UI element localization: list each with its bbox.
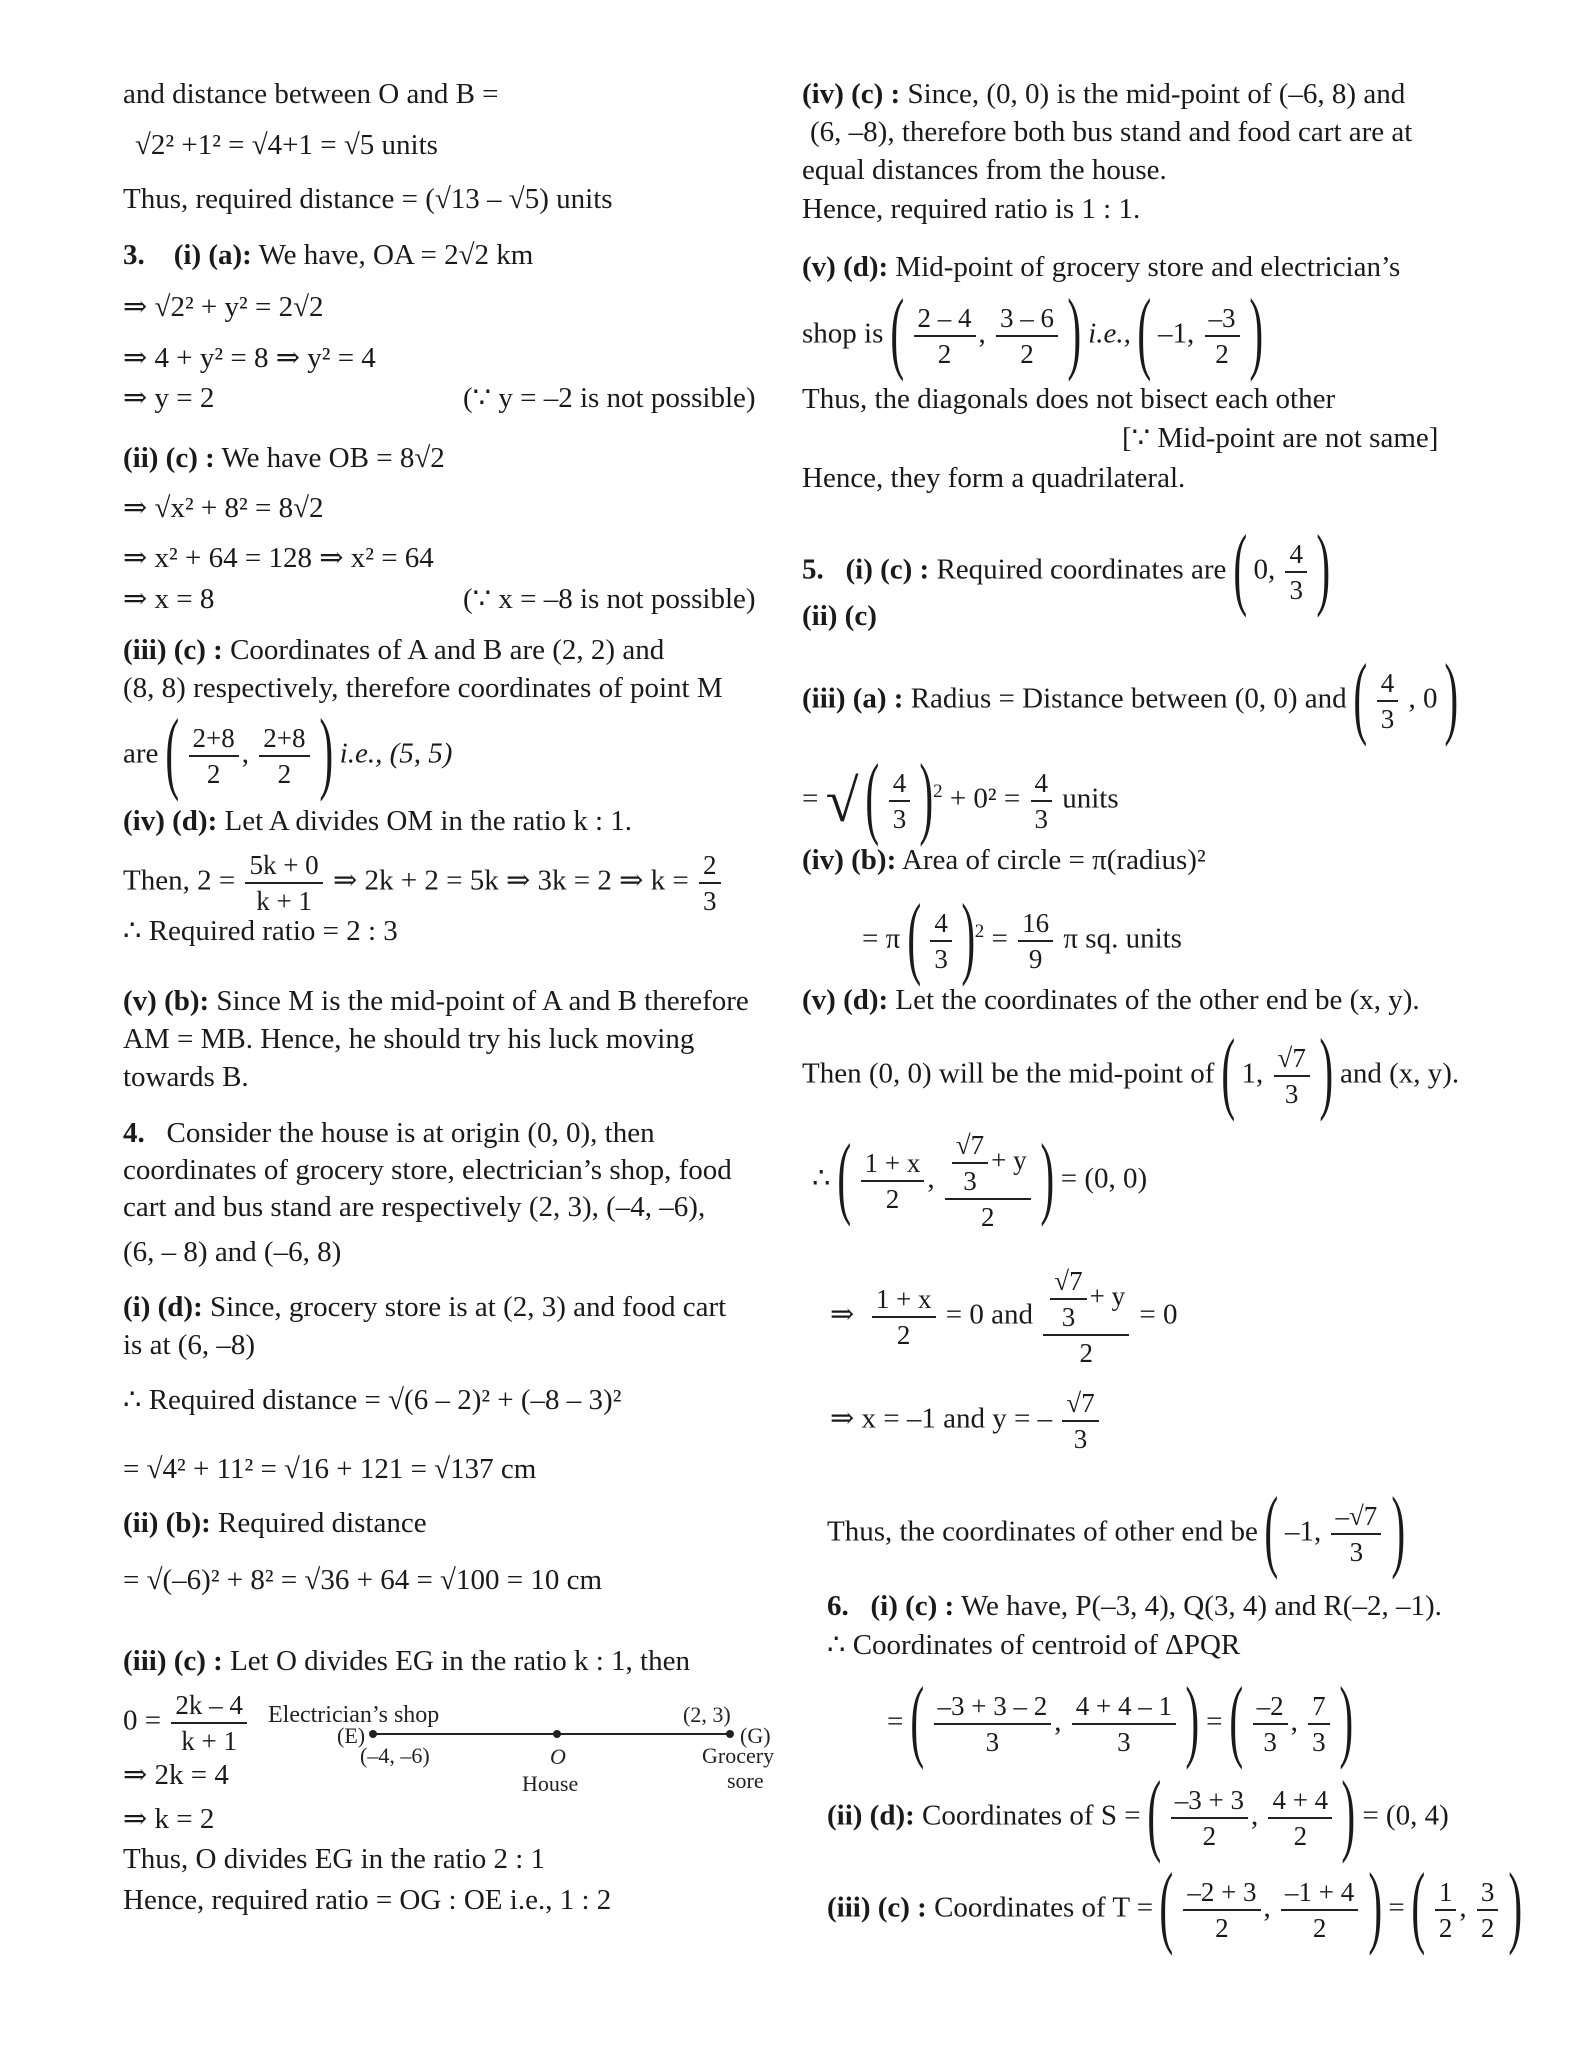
equation: ⇒ x² + 64 = 128 ⇒ x² = 64 — [123, 542, 434, 574]
text: ∴ — [812, 1162, 831, 1195]
text: ⇒ 2k + 2 = 5k ⇒ 3k = 2 ⇒ k = — [332, 864, 689, 897]
answer-tag: (v) (d): — [802, 251, 889, 283]
answer-tag: (i) (c) : — [845, 553, 930, 586]
left-paren: ( — [865, 745, 880, 847]
text-line: (6, – 8) and (–6, 8) — [123, 1236, 342, 1268]
equation — [802, 1020, 1460, 1122]
fraction: $\frac{√7}{3}$ — [1274, 1041, 1310, 1111]
equation: ∴ ( $\frac{1 + x}{2}$ , $\frac{√7}{3}$ + y 2 ) = (0, 0) — [812, 1125, 1148, 1232]
fraction: $\frac{-3}{2}$ — [1205, 301, 1240, 371]
answer-text: Since M is the mid-point of A and B therefore — [216, 985, 749, 1017]
left-paren: ( — [1264, 1478, 1279, 1580]
right-paren: ) — [1339, 1668, 1354, 1770]
text-line: [∵ Mid-point are not same] — [1122, 422, 1439, 454]
point-o — [553, 1730, 561, 1738]
text: 0, — [1253, 553, 1276, 586]
left-paren: ( — [1233, 516, 1247, 618]
fraction: $\frac{-3 + 3 - 2}{3}$ — [934, 1689, 1052, 1759]
text: ⇒ x = –1 and y = – — [830, 1402, 1053, 1435]
left-paren: ( — [1411, 1854, 1426, 1956]
right-paren: ) — [1367, 1854, 1382, 1956]
text: Then (0, 0) will be the mid-point of — [802, 1057, 1215, 1090]
text-line: (6, –8), therefore both bus stand and food cart are at — [810, 116, 1413, 148]
answer-text: Required distance — [218, 1507, 427, 1539]
right-column — [800, 0, 1583, 2048]
text-line: AM = MB. Hence, he should try his luck moving — [123, 1023, 695, 1055]
answer-text: Mid-point of grocery store and electrician’s — [895, 251, 1401, 283]
equation: ⇒ 4 + y² = 8 ⇒ y² = 4 — [123, 342, 376, 374]
fraction: $\frac{√7}{3}$ — [1062, 1386, 1098, 1456]
fraction: $\frac{4}{3}$ — [889, 766, 911, 836]
fraction: $\frac{2}{3}$ — [699, 848, 721, 918]
answer-text: We have, OA = 2√2 km — [258, 239, 534, 271]
fraction: $\frac{3}{2}$ — [1477, 1875, 1499, 1945]
right-paren: ) — [1508, 1854, 1522, 1956]
answer-tag: (iii) (c) : — [827, 1891, 927, 1924]
text-line: Hence, required ratio is 1 : 1. — [802, 193, 1141, 225]
question-number: 6. — [827, 1590, 849, 1622]
radical-sign: √ — [825, 768, 859, 834]
fraction: $\frac{√7}{3}$ — [1050, 1264, 1086, 1334]
equation — [862, 885, 1182, 987]
equation: ⇒ x = 8 — [123, 583, 215, 615]
text-line: ∴ Coordinates of centroid of ΔPQR — [827, 1629, 1241, 1661]
text-line: Thus, O divides EG in the ratio 2 : 1 — [123, 1843, 546, 1875]
e-label: Electrician’s shop — [268, 1702, 440, 1728]
text: , 0 — [1408, 682, 1438, 715]
left-paren: ( — [906, 885, 921, 987]
text: = (0, 0) — [1060, 1162, 1148, 1195]
answer-tag: (i) (d): — [123, 1291, 203, 1323]
answer-text: Let A divides OM in the ratio k : 1. — [224, 805, 633, 837]
text: ⇒ — [830, 1298, 855, 1331]
left-paren: ( — [1159, 1854, 1174, 1956]
fraction: $\frac{4}{3}$ — [1285, 537, 1307, 607]
text: i.e., (5, 5) — [339, 737, 453, 770]
fraction: $\frac{1 + x}{2}$ — [861, 1146, 925, 1216]
fraction: $\frac{1 + x}{2}$ — [872, 1282, 936, 1352]
left-paren: ( — [165, 700, 179, 802]
answer-text: Area of circle = π(radius)² — [901, 844, 1206, 876]
text: are — [123, 737, 159, 770]
left-paren: ( — [1137, 280, 1152, 382]
equation — [830, 1386, 1102, 1456]
text: units — [1062, 782, 1119, 815]
equation — [830, 1264, 1177, 1370]
answer-text: We have, P(–3, 4), Q(3, 4) and R(–2, –1). — [960, 1590, 1442, 1622]
text-line: Thus, required distance = (√13 – √5) units — [123, 183, 613, 215]
right-paren: ) — [319, 700, 333, 802]
right-paren: ) — [1040, 1125, 1055, 1227]
text: = — [1206, 1705, 1223, 1738]
question-6-part-iii: (iii) (c) : Coordinates of T = ( $\frac{-2 + 3}{2}$ , $\frac{-1 + 4}{2}$ ) = ( $\frac{1}{2}$ , $\frac{3}{2}$ ) — [827, 1854, 1522, 1956]
text: + 0² — [949, 782, 997, 815]
text: = — [887, 1705, 904, 1738]
answer-tag: (ii) (b): — [123, 1507, 211, 1539]
text: Then, 2 = — [123, 864, 236, 897]
left-paren: ( — [1221, 1020, 1235, 1122]
equation: ⇒ y = 2 — [123, 382, 215, 414]
answer-text: Coordinates of T = — [934, 1891, 1154, 1924]
answer-text: Coordinates of S = — [922, 1799, 1141, 1832]
left-paren: ( — [1353, 645, 1368, 747]
answer-tag: (iii) (c) : — [123, 634, 223, 666]
answer-tag: (iii) (a) : — [802, 682, 904, 715]
text: –1, — [1284, 1515, 1322, 1548]
answer-tag: (iv) (d): — [123, 805, 218, 837]
equation — [827, 1478, 1405, 1580]
answer-tag: (ii) (c) — [802, 600, 877, 632]
equation — [802, 745, 1119, 847]
o-tag: O — [550, 1744, 566, 1769]
answer-text: We have OB = 8√2 — [221, 442, 445, 474]
question-5-part-ii — [802, 598, 877, 634]
right-paren: ) — [961, 885, 976, 987]
g-label-2: sore — [727, 1768, 764, 1793]
right-paren: ) — [1390, 1478, 1405, 1580]
text: 1, — [1241, 1057, 1264, 1090]
text: π sq. units — [1063, 922, 1182, 955]
fraction: $\frac{√7}{3}$ — [952, 1128, 988, 1198]
equation: ⇒ √2² + y² = 2√2 — [123, 291, 324, 323]
text-line: (8, 8) respectively, therefore coordinates of point M — [123, 672, 723, 704]
e-coord: (–4, –6) — [360, 1743, 430, 1768]
fraction: $\frac{2+8}{2}$ — [189, 721, 239, 791]
fraction: $\frac{7}{3}$ — [1308, 1689, 1330, 1759]
right-paren: ) — [919, 745, 934, 847]
text-line: is at (6, –8) — [123, 1329, 256, 1361]
fraction: $\frac{-2}{3}$ — [1253, 1689, 1288, 1759]
text: = — [991, 922, 1008, 955]
question-text: Consider the house is at origin (0, 0), then — [166, 1117, 655, 1149]
text-line: towards B. — [123, 1061, 249, 1093]
question-5-part-v — [802, 982, 1420, 1018]
text-line: equal distances from the house. — [802, 154, 1167, 186]
equation: √2² +1² = √4+1 = √5 units — [135, 129, 438, 161]
fraction: $\frac{2+8}{2}$ — [259, 721, 309, 791]
equation: = ( $\frac{-3 + 3 - 2}{3}$ , $\frac{4 + 4 - 1}{3}$ ) = ( $\frac{-2}{3}$ , $\frac{7}{3}$ ) — [887, 1668, 1354, 1770]
fraction: $\frac{4}{3}$ — [1377, 666, 1399, 736]
g-coord: (2, 3) — [683, 1702, 731, 1727]
text: = — [1003, 782, 1021, 815]
text: = — [802, 782, 819, 815]
o-label: House — [522, 1771, 579, 1796]
question-6-part-ii: (ii) (d): Coordinates of S = ( $\frac{-3 + 3}{2}$ , $\frac{4 + 4}{2}$ ) = (0, 4) — [827, 1762, 1449, 1864]
answer-tag: (v) (b): — [123, 985, 210, 1017]
text: shop is — [802, 317, 884, 350]
text-line: Hence, required ratio = OG : OE i.e., 1 : 2 — [123, 1884, 612, 1916]
text-line: Hence, they form a quadrilateral. — [802, 462, 1186, 494]
right-paren: ) — [1316, 516, 1331, 618]
question-6-part-i — [827, 1588, 1442, 1624]
fraction: $\frac{16}{9}$ — [1018, 906, 1053, 976]
answer-tag: (ii) (d): — [827, 1799, 915, 1832]
question-number: 4. — [123, 1117, 145, 1149]
question-number: 5. — [802, 553, 824, 586]
text: = — [1388, 1891, 1405, 1924]
fraction: $\frac{-2 + 3}{2}$ — [1183, 1875, 1260, 1945]
answer-tag: (iv) (b): — [802, 844, 897, 876]
equation: are ( $\frac{2+8}{2}$ , $\frac{2+8}{2}$ ) i.e., (5, 5) — [123, 700, 453, 802]
equation: shop is ( $\frac{2 - 4}{2}$ , $\frac{3 - 6}{2}$ ) i.e., ( –1, $\frac{-3}{2}$ ) — [802, 280, 1263, 382]
fraction: $\frac{3 - 6}{2}$ — [996, 301, 1058, 371]
text: i.e., — [1088, 317, 1131, 350]
text: = 0 — [1139, 1298, 1178, 1331]
fraction: $\frac{√7}{3}$ + y 2 — [945, 1128, 1031, 1234]
equation-note: (∵ y = –2 is not possible) — [463, 382, 756, 414]
text: and (x, y). — [1339, 1057, 1460, 1090]
right-paren: ) — [1249, 280, 1263, 382]
left-paren: ( — [1229, 1668, 1243, 1770]
fraction: $\frac{4}{3}$ — [930, 906, 952, 976]
equation: ⇒ 2k = 4 — [123, 1759, 229, 1791]
equation: ∴ Required ratio = 2 : 3 — [123, 915, 398, 947]
e-tag: (E) — [337, 1723, 366, 1748]
right-paren: ) — [1444, 645, 1458, 747]
question-number: 3. — [123, 239, 145, 271]
left-paren: ( — [890, 280, 904, 382]
point-g — [726, 1730, 734, 1738]
question-5-part-iv — [802, 842, 1206, 878]
answer-tag: (v) (d): — [802, 984, 889, 1016]
answer-tag: (iv) (c) : — [802, 78, 901, 110]
fraction: $\frac{4}{3}$ — [1031, 766, 1053, 836]
text-line: Thus, the diagonals does not bisect each other — [802, 383, 1336, 415]
text: = π — [862, 922, 901, 955]
text-line: coordinates of grocery store, electrician’s shop, food — [123, 1154, 732, 1186]
answer-text: Since, (0, 0) is the mid-point of (–6, 8) and — [907, 78, 1406, 110]
fraction: $\frac{-1 + 4}{2}$ — [1281, 1875, 1358, 1945]
text: = (0, 4) — [1362, 1799, 1449, 1832]
text: Thus, the coordinates of other end be — [827, 1515, 1258, 1548]
fraction: $\frac{5k + 0}{k + 1}$ — [245, 848, 322, 918]
fraction: $\frac{-3 + 3}{2}$ — [1171, 1783, 1248, 1853]
g-tag: (G) — [740, 1723, 771, 1748]
right-paren: ) — [1319, 1020, 1334, 1122]
exponent: 2 — [933, 781, 943, 802]
right-paren: ) — [1067, 280, 1082, 382]
answer-text: Let the coordinates of the other end be (x, y). — [895, 984, 1420, 1016]
equation: ⇒ √x² + 8² = 8√2 — [123, 492, 324, 524]
fraction: $\frac{1}{2}$ — [1435, 1875, 1457, 1945]
answer-tag: (ii) (c) : — [123, 442, 215, 474]
answer-text: Radius = Distance between (0, 0) and — [910, 682, 1347, 715]
fraction: $\frac{4 + 4 - 1}{3}$ — [1072, 1689, 1176, 1759]
text: –1, — [1158, 317, 1195, 350]
text: 0 = — [123, 1704, 162, 1737]
answer-text: Required coordinates are — [936, 553, 1227, 586]
text-line: and distance between O and B = — [123, 78, 499, 110]
question-4-part-iv — [802, 76, 1405, 112]
fraction: $\frac{√7}{3}$ + y 2 — [1043, 1264, 1129, 1370]
answer-tag: (i) (c) : — [870, 1590, 955, 1622]
right-paren: ) — [1185, 1668, 1200, 1770]
equation-note: (∵ x = –8 is not possible) — [463, 583, 756, 615]
answer-tag: (iii) (c) : — [123, 1645, 223, 1677]
answer-text: Coordinates of A and B are (2, 2) and — [230, 634, 665, 666]
fraction: $\frac{2 - 4}{2}$ — [914, 301, 976, 371]
exponent: 2 — [974, 921, 985, 942]
fraction: $\frac{4 + 4}{2}$ — [1268, 1783, 1332, 1853]
equation: = √4² + 11² = √16 + 121 = √137 cm — [123, 1453, 537, 1485]
equation: ∴ Required distance = √(6 – 2)² + (–8 – 3)² — [123, 1384, 622, 1416]
answer-text: Let O divides EG in the ratio k : 1, then — [230, 1645, 690, 1677]
fraction: $\frac{-√7}{3}$ — [1331, 1499, 1381, 1569]
text: = 0 and — [945, 1298, 1034, 1331]
left-paren: ( — [837, 1125, 851, 1227]
equation: ⇒ k = 2 — [123, 1803, 215, 1835]
question-5-part-iii — [802, 645, 1458, 747]
answer-tag: (i) (a): — [173, 239, 252, 271]
equation: = √(–6)² + 8² = √36 + 64 = √100 = 10 cm — [123, 1564, 603, 1596]
g-label-1: Grocery — [702, 1743, 775, 1768]
text-line: cart and bus stand are respectively (2, 3), (–4, –6), — [123, 1191, 706, 1223]
answer-text: Since, grocery store is at (2, 3) and food cart — [209, 1291, 727, 1323]
right-paren: ) — [1341, 1762, 1356, 1864]
fraction: $\frac{2k - 4}{k + 1}$ — [171, 1688, 247, 1758]
left-paren: ( — [1147, 1762, 1162, 1864]
left-paren: ( — [910, 1668, 924, 1770]
question-5-part-i — [802, 516, 1331, 618]
point-e — [369, 1730, 377, 1738]
